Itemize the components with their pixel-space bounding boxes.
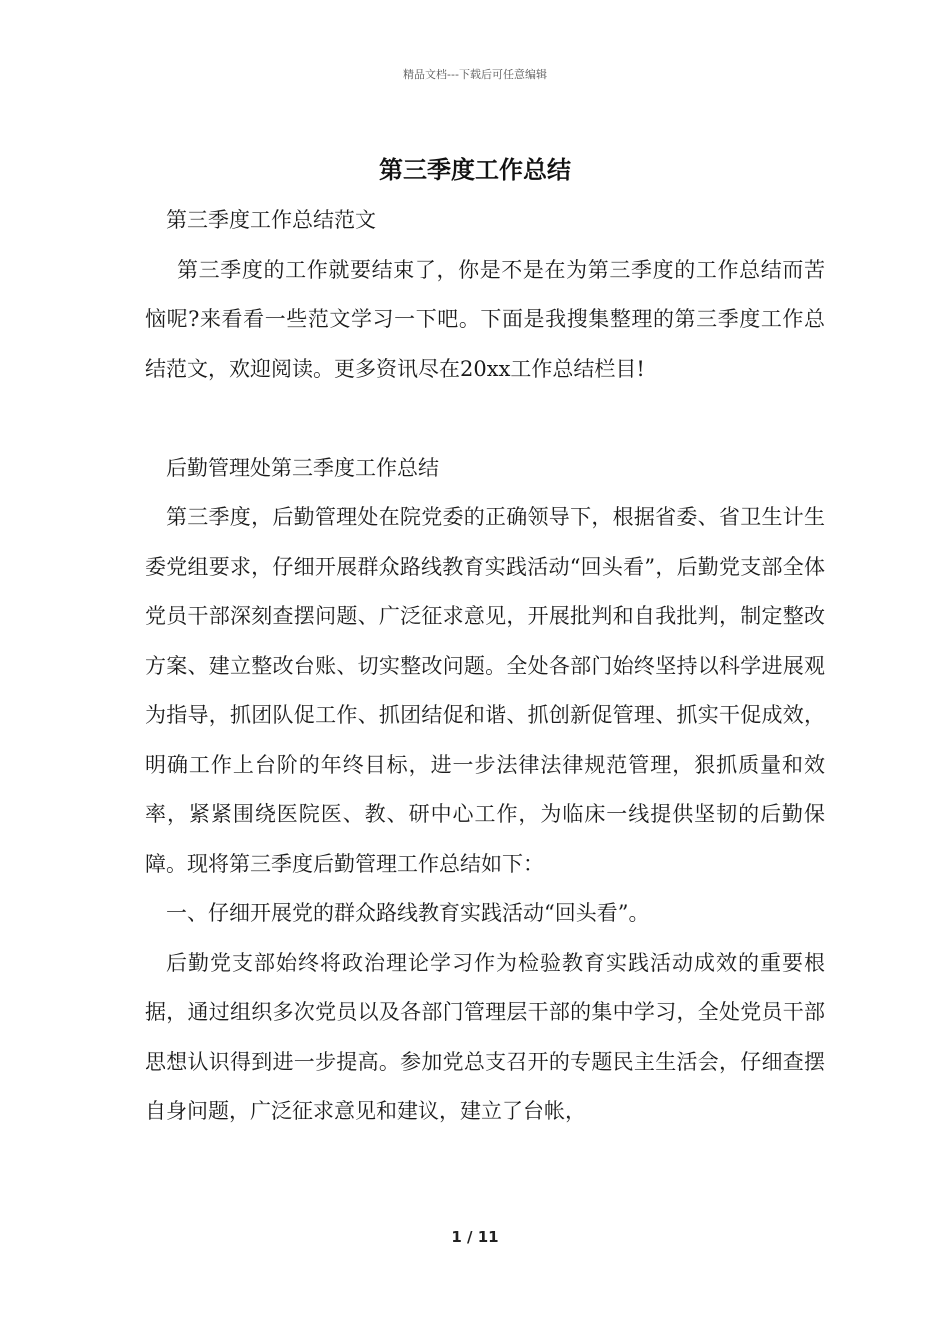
- document-body: [145, 196, 825, 1137]
- paragraph-item-body: 后勤党支部始终将政治理论学习作为检验教育实践活动成效的重要根据，通过组织多次党员以及各部门管理层干部的集中学习，全处党员干部思想认识得到进一步提高。参加党总支召开的专题民主生活会，仔细查摆自身问题，广泛征求意见和建议，建立了台帐，: [145, 950, 825, 1123]
- page-number: 1 / 11: [451, 1228, 499, 1246]
- paragraph-item-heading: 一、仔细开展党的群众路线教育实践活动“回头看”。: [166, 901, 650, 925]
- blank-line: [145, 394, 825, 444]
- paragraph-section-heading: 后勤管理处第三季度工作总结: [166, 455, 439, 480]
- paragraph-subtitle: 第三季度工作总结范文: [166, 208, 376, 232]
- header-note: 精品文档---下载后可任意编辑: [403, 68, 547, 81]
- document-title: 第三季度工作总结: [379, 155, 571, 184]
- paragraph-intro: 第三季度的工作就要结束了，你是不是在为第三季度的工作总结而苦恼呢?来看看一些范文学习一下吧。下面是我搜集整理的第三季度工作总结范文，欢迎阅读。更多资讯尽在20xx工作总结栏目!: [145, 257, 825, 381]
- paragraph-overview: 第三季度，后勤管理处在院党委的正确领导下，根据省委、省卫生计生委党组要求，仔细开展群众路线教育实践活动“回头看”，后勤党支部全体党员干部深刻查摆问题、广泛征求意见，开展批判和自我批判，制定整改方案、建立整改台账、切实整改问题。全处各部门始终坚持以科学进展观为指导，抓团队促工作、抓团结促和谐、抓创新促管理、抓实干促成效，明确工作上台阶的年终目标，进一步法律法律规范管理，狠抓质量和效率，紧紧围绕医院医、教、研中心工作，为临床一线提供坚韧的后勤保障。现将第三季度后勤管理工作总结如下：: [145, 505, 825, 876]
